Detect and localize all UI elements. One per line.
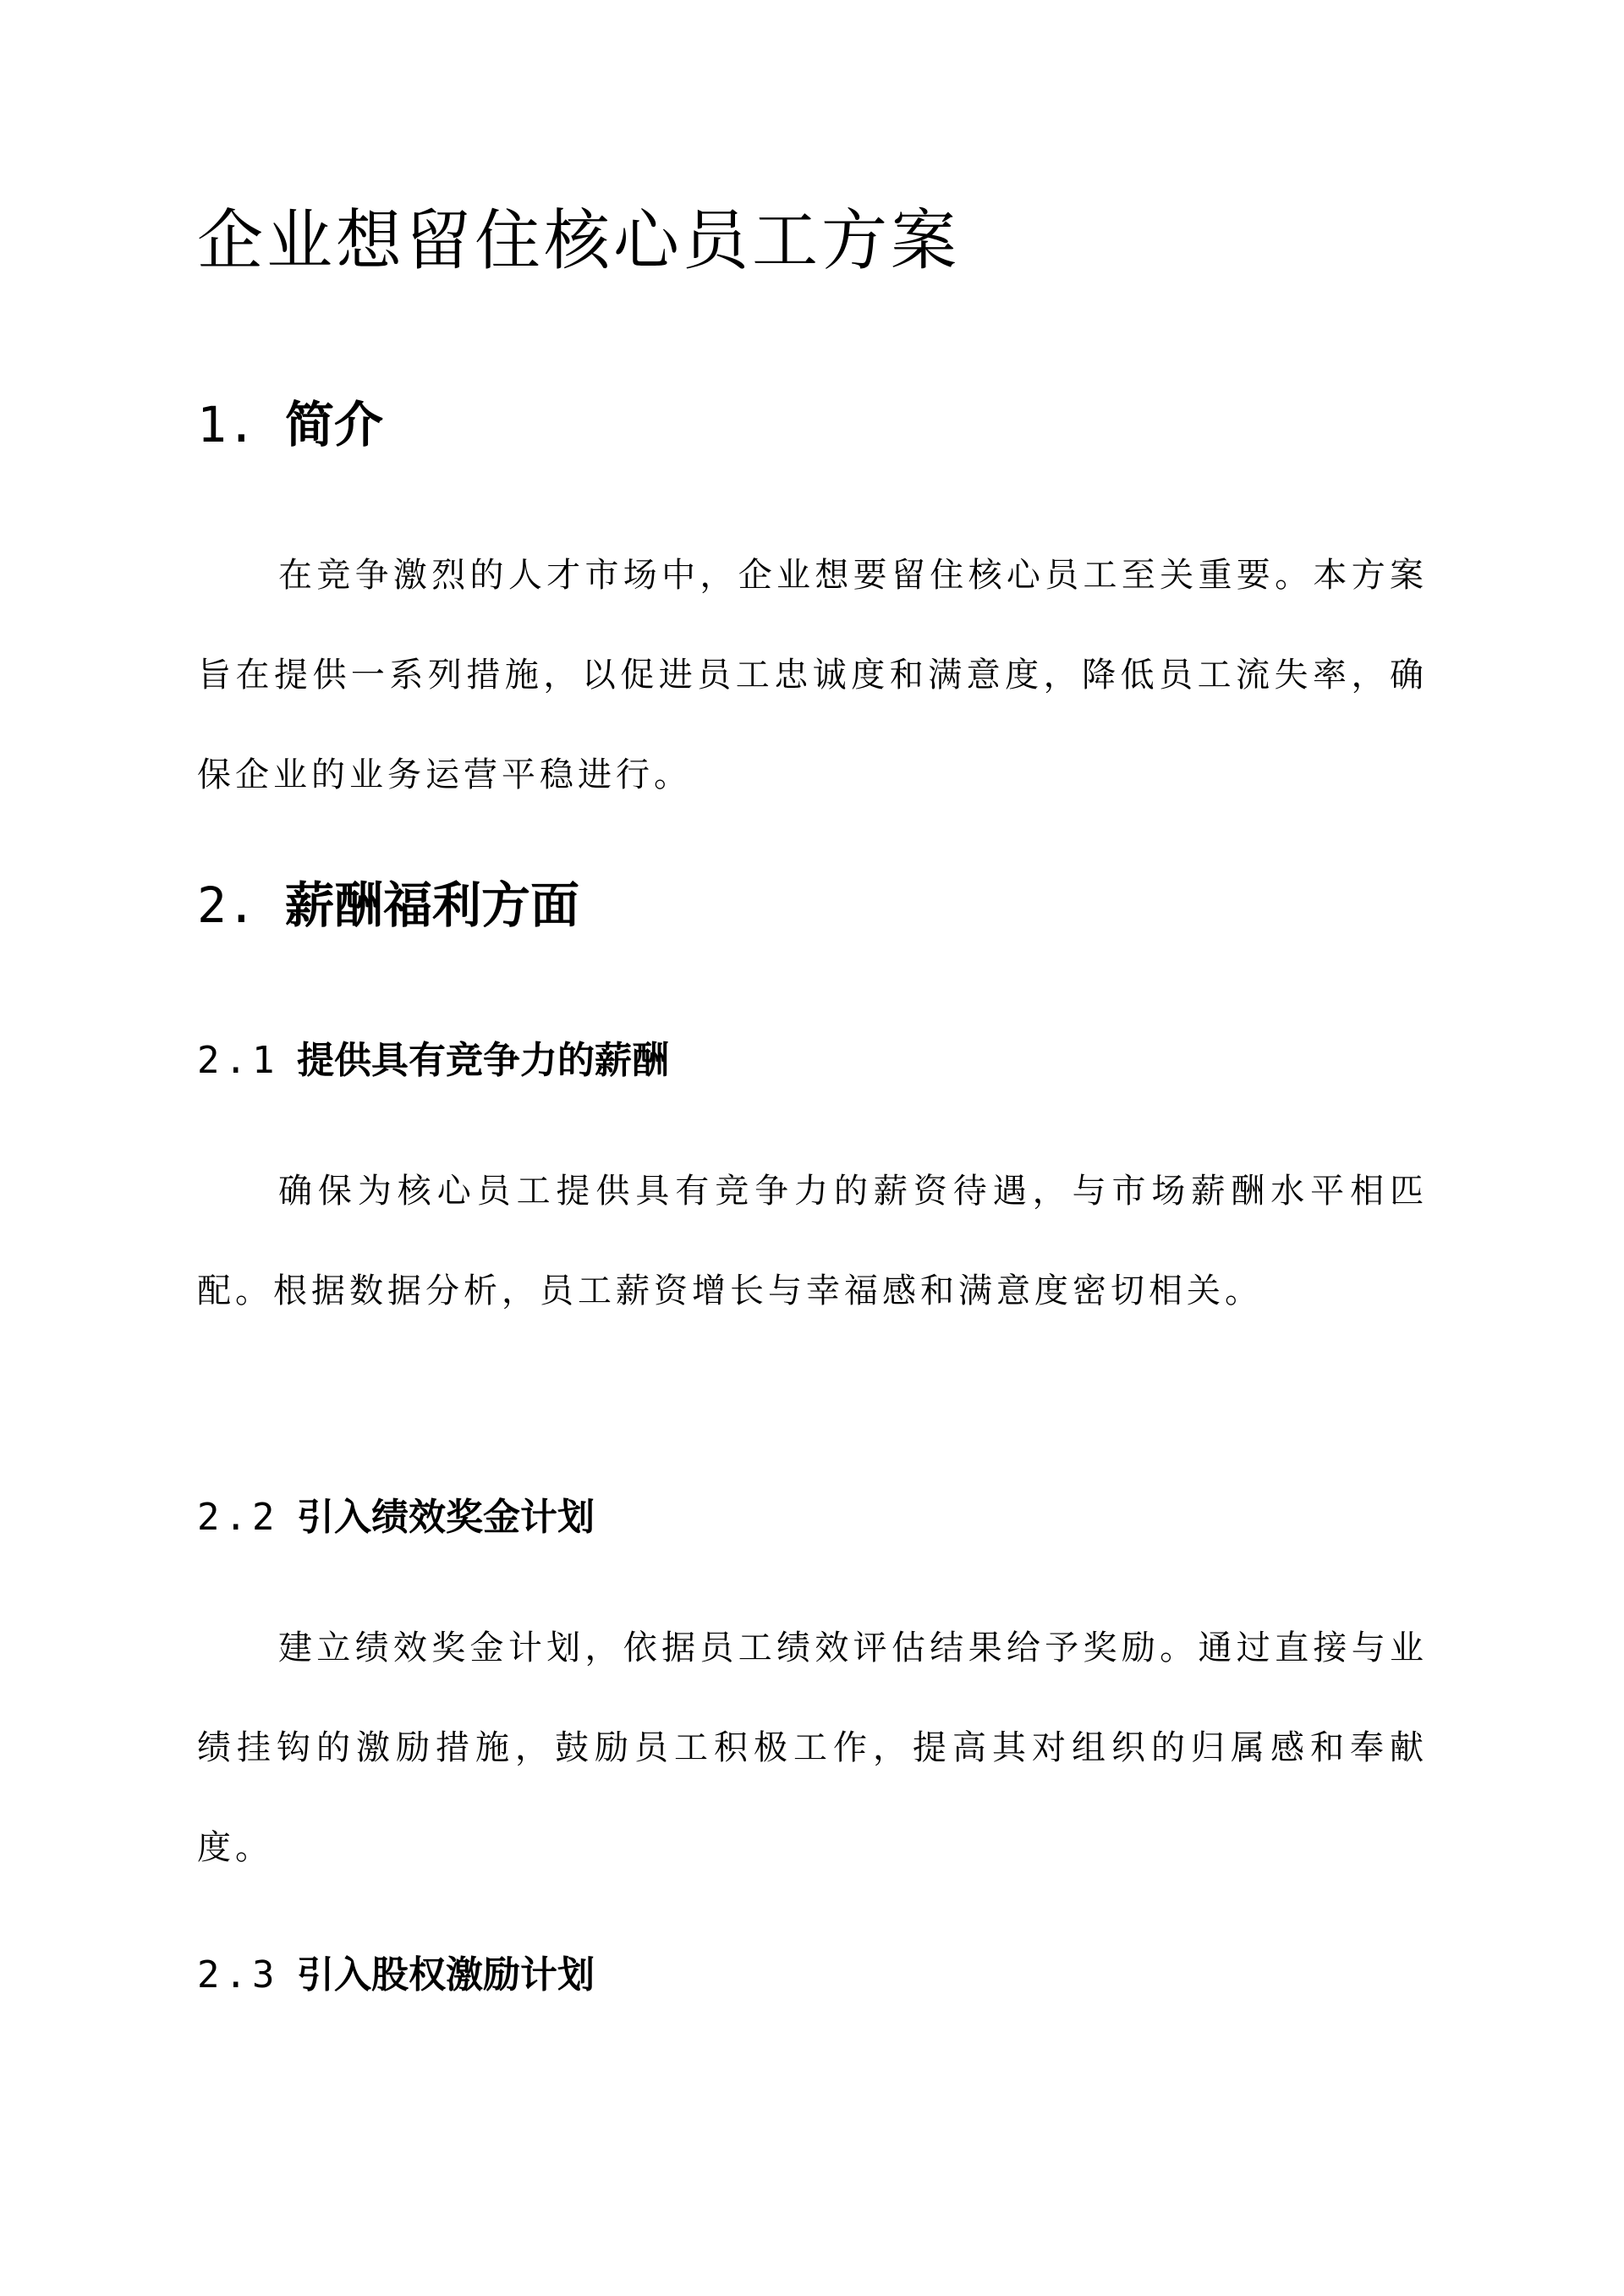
- section-2-2-number: 2.2: [197, 1496, 280, 1539]
- section-2-title: 薪酬福利方面: [285, 876, 580, 934]
- document-title: 企业想留住核心员工方案: [197, 203, 961, 279]
- section-2-3-number: 2.3: [197, 1953, 280, 1997]
- section-1-heading: [197, 391, 383, 459]
- section-1-title: 简介: [285, 396, 384, 453]
- section-1-number: 1.: [197, 396, 256, 453]
- section-2-number: 2.: [197, 876, 256, 934]
- section-2-3-heading: [197, 1948, 595, 2002]
- section-2-1-number: 2.1: [197, 1039, 280, 1082]
- section-2-1-heading: [197, 1034, 669, 1088]
- section-2-1-paragraph: 确保为核心员工提供具有竞争力的薪资待遇，与市场薪酬水平相匹配。根据数据分析，员工薪资增长与幸福感和满意度密切相关。: [197, 1172, 1428, 1310]
- section-2-2-title: 引入绩效奖金计划: [297, 1496, 595, 1539]
- section-1-paragraph: 在竞争激烈的人才市场中，企业想要留住核心员工至关重要。本方案旨在提供一系列措施，以促进员工忠诚度和满意度，降低员工流失率，确保企业的业务运营平稳进行。: [197, 556, 1428, 794]
- section-2-2-heading: [197, 1491, 595, 1545]
- section-2-heading: [197, 871, 579, 939]
- section-2-3-title: 引入股权激励计划: [297, 1953, 595, 1997]
- section-2-2-paragraph: 建立绩效奖金计划，依据员工绩效评估结果给予奖励。通过直接与业绩挂钩的激励措施，鼓励员工积极工作，提高其对组织的归属感和奉献度。: [197, 1629, 1428, 1867]
- section-2-1-title: 提供具有竞争力的薪酬: [297, 1039, 669, 1082]
